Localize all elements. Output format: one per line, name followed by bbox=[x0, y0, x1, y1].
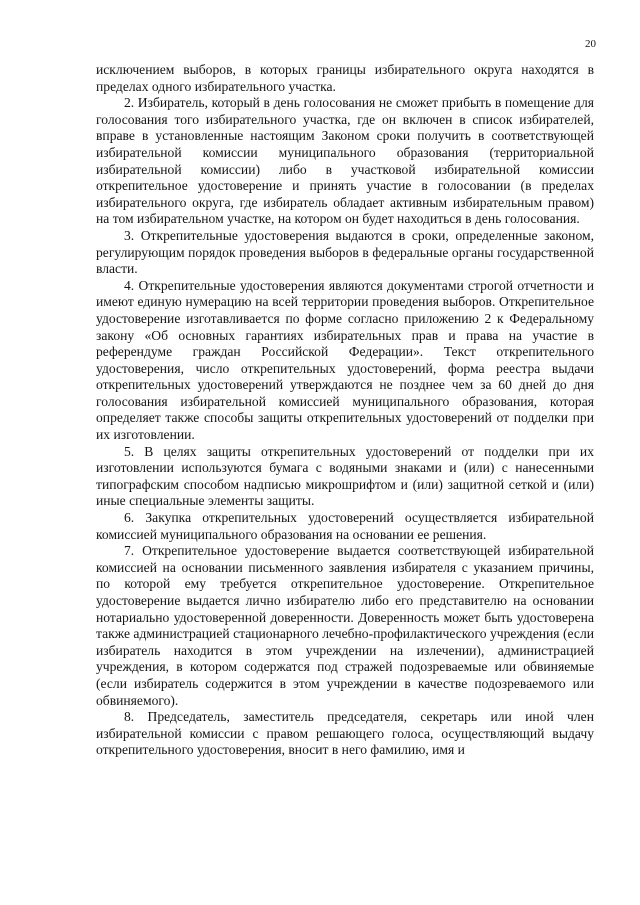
paragraph-7: 7. Открепительное удостоверение выдается соответствующей избирательной комиссией на основании письменного заявления избирателя с указанием причины, по которой ему требуется открепительное удостоверение. Открепительное удостоверение выдается лично избирателю либо его представителю на основании нотариально удостоверенной доверенности. Доверенность может быть удостоверена также администрацией стационарного лечебно-профилактического учреждения (если избиратель находится в этом учреждении на излечении), администрацией учреждения, в котором содержатся под стражей подозреваемые или обвиняемые (если избиратель содержится в этом учреждении в качестве подозреваемого или обвиняемого). bbox=[96, 543, 594, 708]
paragraph-continuation: исключением выборов, в которых границы избирательного округа находятся в пределах одного избирательного участка. bbox=[96, 62, 594, 94]
paragraph-3: 3. Открепительные удостоверения выдаются в сроки, определенные законом, регулирующим порядок проведения выборов в федеральные органы государственной власти. bbox=[96, 227, 594, 277]
paragraph-8: 8. Председатель, заместитель председателя, секретарь или иной член избирательной комиссии с правом решающего голоса, осуществляющий выдачу открепительного удостоверения, вносит в него фамилию, имя и bbox=[96, 709, 594, 758]
paragraph-4: 4. Открепительные удостоверения являются документами строгой отчетности и имеют единую нумерацию на всей территории проведения выборов. Открепительное удостоверение изготавливается по форме согласно приложению 2 к Федеральному закону «Об основных гарантиях избирательных прав и права на участие в референдуме граждан Российской Федерации». Текст открепительного удостоверения, число открепительных удостоверений, форма реестра выдачи открепительных удостоверений утверждаются не позднее чем за 60 дней до дня голосования избирательной комиссией муниципального образования, которая определяет также способы защиты открепительных удостоверений от подделки при их изготовлении. bbox=[96, 277, 594, 443]
paragraph-6: 6. Закупка открепительных удостоверений осуществляется избирательной комиссией муниципального образования на основании ее решения. bbox=[96, 510, 594, 542]
paragraph-5: 5. В целях защиты открепительных удостоверений от подделки при их изготовлении используются бумага с водяными знаками и (или) с нанесенными типографским способом надписью микрошрифтом и (или) защитной сеткой и (или) иные специальные элементы защиты. bbox=[96, 443, 594, 509]
page-number: 20 bbox=[585, 38, 596, 50]
document-body bbox=[96, 62, 594, 759]
paragraph-2: 2. Избиратель, который в день голосования не сможет прибыть в помещение для голосования того избирательного участка, где он включен в список избирателей, вправе в установленные настоящим Законом сроки получить в соответствующей избирательной комиссии муниципального образования (территориальной избирательной комиссии) либо в участковой избирательной комиссии открепительное удостоверение и принять участие в голосовании (в пределах избирательного округа, где избиратель обладает активным избирательным правом) на том избирательном участке, на котором он будет находиться в день голосования. bbox=[96, 95, 594, 227]
